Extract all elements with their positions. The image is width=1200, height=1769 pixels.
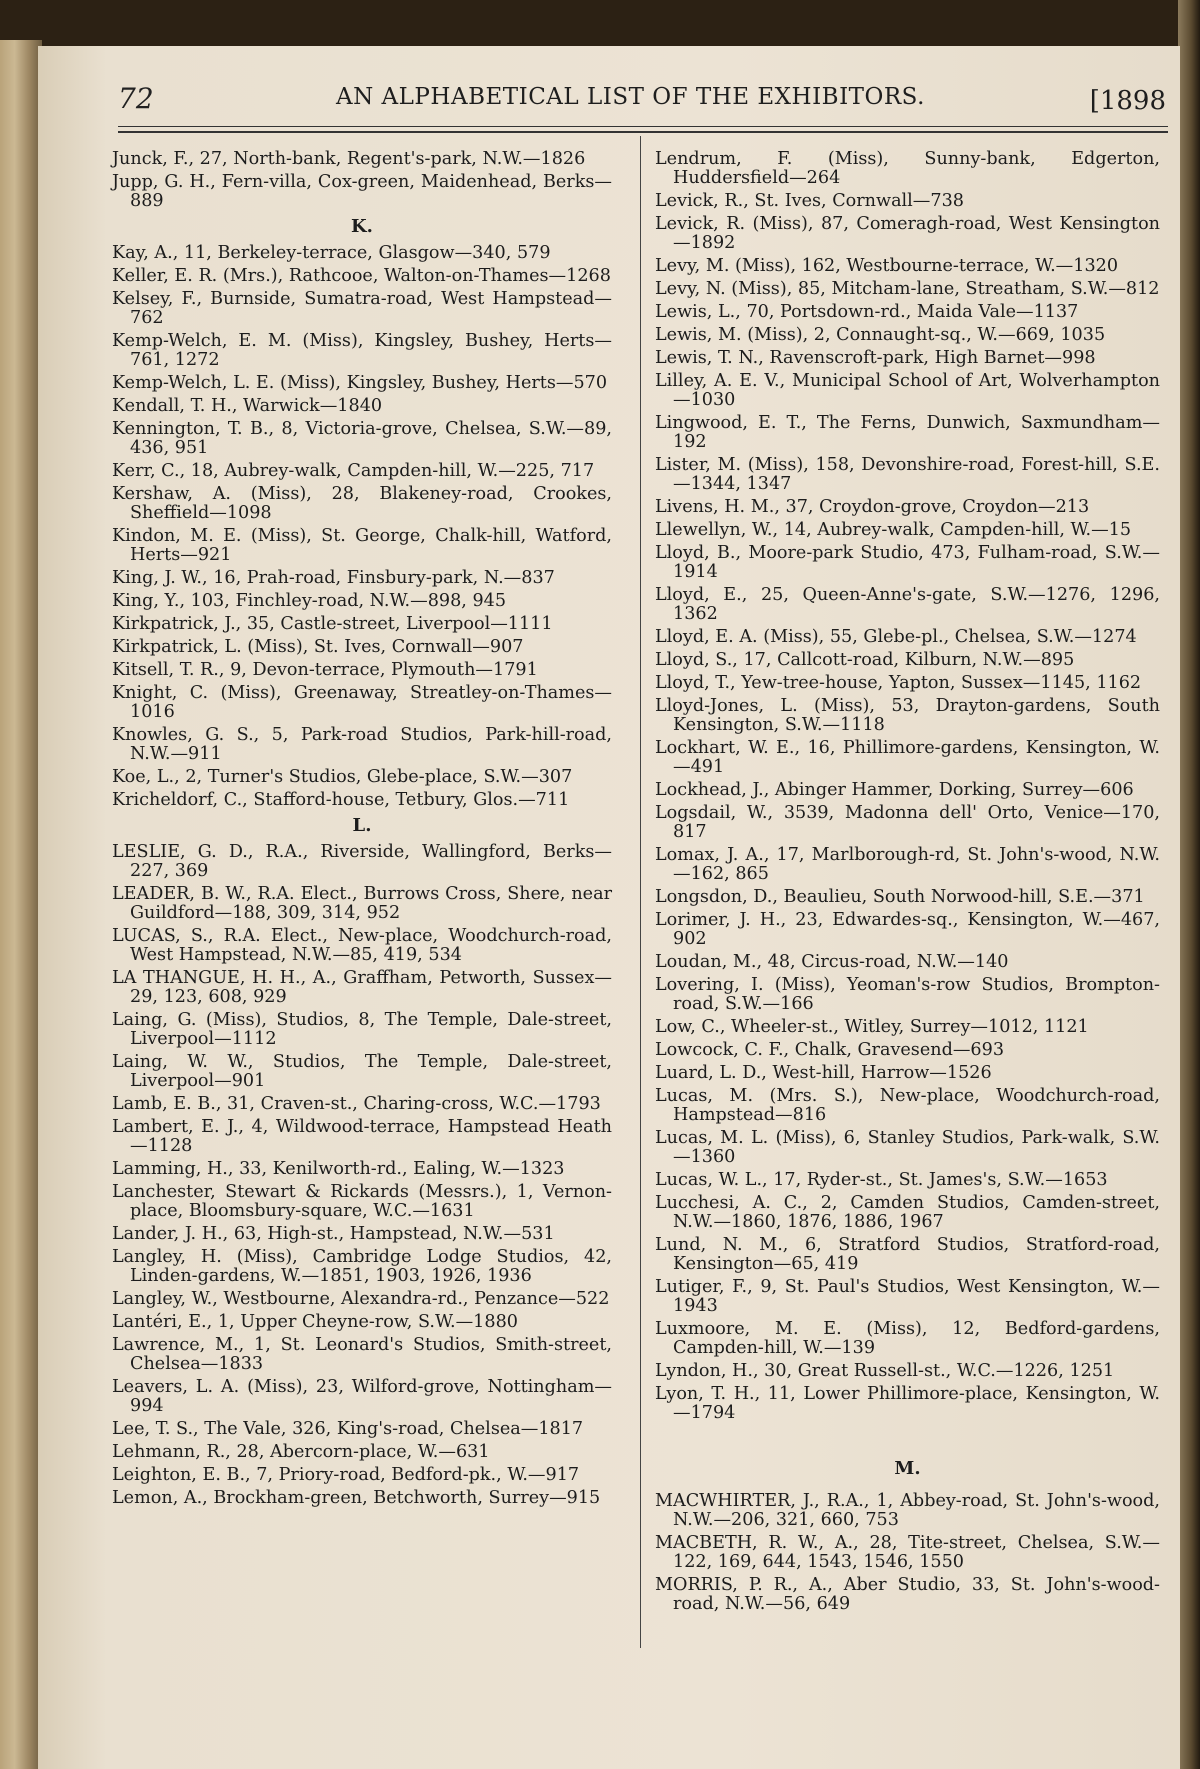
header-rule xyxy=(118,126,1168,127)
list-item: Lloyd, E., 25, Queen-Anne's-gate, S.W.—1276, 1296, 1362 xyxy=(655,585,1160,624)
list-item: Llewellyn, W., 14, Aubrey-walk, Campden-hill, W.—15 xyxy=(655,520,1132,540)
list-item: MACWHIRTER, J., R.A., 1, Abbey-road, St. John's-wood, N.W.—206, 321, 660, 753 xyxy=(655,1491,1160,1530)
list-item: Lantéri, E., 1, Upper Cheyne-row, S.W.—1880 xyxy=(112,1312,518,1332)
list-item: Levick, R. (Miss), 87, Comeragh-road, West Kensington—1892 xyxy=(655,214,1160,253)
list-item: Kay, A., 11, Berkeley-terrace, Glasgow—340, 579 xyxy=(112,243,551,263)
list-item: Lowcock, C. F., Chalk, Gravesend—693 xyxy=(655,1040,1005,1060)
list-item: LA THANGUE, H. H., A., Graffham, Petworth, Sussex—29, 123, 608, 929 xyxy=(112,968,612,1007)
list-item: Lloyd, E. A. (Miss), 55, Glebe-pl., Chelsea, S.W.—1274 xyxy=(655,627,1137,647)
list-item: Lockhart, W. E., 16, Phillimore-gardens, Kensington, W.—491 xyxy=(655,738,1160,777)
page-header xyxy=(118,82,1166,122)
list-item: Lilley, A. E. V., Municipal School of Art, Wolverhampton—1030 xyxy=(655,371,1160,410)
list-item: Kennington, T. B., 8, Victoria-grove, Chelsea, S.W.—89, 436, 951 xyxy=(112,419,612,458)
list-item: Levy, M. (Miss), 162, Westbourne-terrace, W.—1320 xyxy=(655,256,1119,276)
page-year: [1898 xyxy=(1089,86,1166,116)
list-item: King, Y., 103, Finchley-road, N.W.—898, 945 xyxy=(112,591,507,611)
list-item: Lendrum, F. (Miss), Sunny-bank, Edgerton, Huddersfield—264 xyxy=(655,149,1160,188)
list-item: Lockhead, J., Abinger Hammer, Dorking, Surrey—606 xyxy=(655,780,1134,800)
left-column xyxy=(112,150,612,1512)
list-item: Lamming, H., 33, Kenilworth-rd., Ealing, W.—1323 xyxy=(112,1159,565,1179)
list-item: Low, C., Wheeler-st., Witley, Surrey—1012, 1121 xyxy=(655,1017,1089,1037)
list-item: Lanchester, Stewart & Rickards (Messrs.), 1, Vernon-place, Bloomsbury-square, W.C.—1631 xyxy=(112,1182,612,1221)
list-item: Koe, L., 2, Turner's Studios, Glebe-place, S.W.—307 xyxy=(112,767,573,787)
list-item: LUCAS, S., R.A. Elect., New-place, Woodchurch-road, West Hampstead, N.W.—85, 419, 534 xyxy=(112,926,612,965)
list-item: Junck, F., 27, North-bank, Regent's-park, N.W.—1826 xyxy=(112,149,586,169)
list-item: Lehmann, R., 28, Abercorn-place, W.—631 xyxy=(112,1442,490,1462)
list-item: Leighton, E. B., 7, Priory-road, Bedford-pk., W.—917 xyxy=(112,1465,580,1485)
list-item: Laing, G. (Miss), Studios, 8, The Temple, Dale-street, Liverpool—1112 xyxy=(112,1010,612,1049)
list-item: Lloyd, S., 17, Callcott-road, Kilburn, N.W.—895 xyxy=(655,650,1075,670)
list-item: Lyndon, H., 30, Great Russell-st., W.C.—1226, 1251 xyxy=(655,1361,1115,1381)
list-item: Lister, M. (Miss), 158, Devonshire-road, Forest-hill, S.E.—1344, 1347 xyxy=(655,455,1160,494)
list-item: Lucchesi, A. C., 2, Camden Studios, Camden-street, N.W.—1860, 1876, 1886, 1967 xyxy=(655,1193,1160,1232)
list-item: Livens, H. M., 37, Croydon-grove, Croydon—213 xyxy=(655,497,1090,517)
list-item: Kricheldorf, C., Stafford-house, Tetbury, Glos.—711 xyxy=(112,790,570,810)
list-item: Kerr, C., 18, Aubrey-walk, Campden-hill, W.—225, 717 xyxy=(112,461,595,481)
list-item: Lorimer, J. H., 23, Edwardes-sq., Kensington, W.—467, 902 xyxy=(655,910,1160,949)
list-item: Knight, C. (Miss), Greenaway, Streatley-on-Thames—1016 xyxy=(112,683,612,722)
list-item: Kemp-Welch, L. E. (Miss), Kingsley, Bushey, Herts—570 xyxy=(112,373,608,393)
list-item: Logsdail, W., 3539, Madonna dell' Orto, Venice—170, 817 xyxy=(655,803,1160,842)
list-item: Lucas, M. (Mrs. S.), New-place, Woodchurch-road, Hampstead—816 xyxy=(655,1086,1160,1125)
page-title: AN ALPHABETICAL LIST OF THE EXHIBITORS. xyxy=(336,84,925,110)
list-item: Longsdon, D., Beaulieu, South Norwood-hill, S.E.—371 xyxy=(655,887,1145,907)
list-item: Kemp-Welch, E. M. (Miss), Kingsley, Bushey, Herts—761, 1272 xyxy=(112,331,612,370)
list-item: Lamb, E. B., 31, Craven-st., Charing-cross, W.C.—1793 xyxy=(112,1094,601,1114)
page-edge xyxy=(1178,0,1200,1769)
list-item: Luxmoore, M. E. (Miss), 12, Bedford-gardens, Campden-hill, W.—139 xyxy=(655,1319,1160,1358)
list-item: Lawrence, M., 1, St. Leonard's Studios, Smith-street, Chelsea—1833 xyxy=(112,1335,612,1374)
section-letter-k: K. xyxy=(351,216,373,237)
list-item: Kitsell, T. R., 9, Devon-terrace, Plymouth—1791 xyxy=(112,660,538,680)
list-item: Lambert, E. J., 4, Wildwood-terrace, Hampstead Heath—1128 xyxy=(112,1117,612,1156)
list-item: Lovering, I. (Miss), Yeoman's-row Studios, Brompton-road, S.W.—166 xyxy=(655,975,1160,1014)
list-item: Lemon, A., Brockham-green, Betchworth, Surrey—915 xyxy=(112,1488,601,1508)
list-item: Lomax, J. A., 17, Marlborough-rd, St. John's-wood, N.W.—162, 865 xyxy=(655,845,1160,884)
book-spine xyxy=(0,40,42,1769)
list-item: Kershaw, A. (Miss), 28, Blakeney-road, Crookes, Sheffield—1098 xyxy=(112,484,612,523)
list-item: Kirkpatrick, J., 35, Castle-street, Liverpool—1111 xyxy=(112,614,553,634)
list-item: Lloyd, T., Yew-tree-house, Yapton, Sussex—1145, 1162 xyxy=(655,673,1142,693)
list-item: MORRIS, P. R., A., Aber Studio, 33, St. John's-wood-road, N.W.—56, 649 xyxy=(655,1575,1160,1614)
list-item: LESLIE, G. D., R.A., Riverside, Wallingford, Berks—227, 369 xyxy=(112,842,612,881)
list-item: Loudan, M., 48, Circus-road, N.W.—140 xyxy=(655,952,1009,972)
page-number: 72 xyxy=(118,82,154,115)
list-item: Lund, N. M., 6, Stratford Studios, Stratford-road, Kensington—65, 419 xyxy=(655,1235,1160,1274)
list-item: King, J. W., 16, Prah-road, Finsbury-park, N.—837 xyxy=(112,568,555,588)
list-item: Langley, H. (Miss), Cambridge Lodge Studios, 42, Linden-gardens, W.—1851, 1903, 1926, 1936 xyxy=(112,1247,612,1286)
list-item: Leavers, L. A. (Miss), 23, Wilford-grove, Nottingham—994 xyxy=(112,1377,612,1416)
list-item: Keller, E. R. (Mrs.), Rathcooe, Walton-on-Thames—1268 xyxy=(112,266,611,286)
right-column xyxy=(655,150,1160,1618)
list-item: Levy, N. (Miss), 85, Mitcham-lane, Streatham, S.W.—812 xyxy=(655,279,1160,299)
list-item: Kindon, M. E. (Miss), St. George, Chalk-hill, Watford, Herts—921 xyxy=(112,526,612,565)
section-letter-l: L. xyxy=(352,815,372,836)
list-item: Jupp, G. H., Fern-villa, Cox-green, Maidenhead, Berks—889 xyxy=(112,172,612,211)
list-item: Luard, L. D., West-hill, Harrow—1526 xyxy=(655,1063,992,1083)
header-rule-thick xyxy=(118,131,1168,133)
list-item: Kirkpatrick, L. (Miss), St. Ives, Cornwall—907 xyxy=(112,637,524,657)
column-divider xyxy=(640,136,641,1648)
list-item: Knowles, G. S., 5, Park-road Studios, Park-hill-road, N.W.—911 xyxy=(112,725,612,764)
list-item: Lingwood, E. T., The Ferns, Dunwich, Saxmundham—192 xyxy=(655,413,1160,452)
list-item: Kendall, T. H., Warwick—1840 xyxy=(112,396,383,416)
list-item: Levick, R., St. Ives, Cornwall—738 xyxy=(655,191,964,211)
list-item: Laing, W. W., Studios, The Temple, Dale-street, Liverpool—901 xyxy=(112,1052,612,1091)
list-item: Lucas, W. L., 17, Ryder-st., St. James's, S.W.—1653 xyxy=(655,1170,1108,1190)
list-item: LEADER, B. W., R.A. Elect., Burrows Cross, Shere, near Guildford—188, 309, 314, 952 xyxy=(112,884,612,923)
section-letter-m: M. xyxy=(894,1458,921,1479)
list-item: Lewis, L., 70, Portsdown-rd., Maida Vale—1137 xyxy=(655,302,1079,322)
list-item: Lutiger, F., 9, St. Paul's Studios, West Kensington, W.—1943 xyxy=(655,1277,1160,1316)
list-item: Lee, T. S., The Vale, 326, King's-road, Chelsea—1817 xyxy=(112,1419,584,1439)
list-item: Lewis, T. N., Ravenscroft-park, High Barnet—998 xyxy=(655,348,1096,368)
list-item: Lloyd, B., Moore-park Studio, 473, Fulham-road, S.W.—1914 xyxy=(655,543,1160,582)
list-item: Langley, W., Westbourne, Alexandra-rd., Penzance—522 xyxy=(112,1289,610,1309)
list-item: Kelsey, F., Burnside, Sumatra-road, West Hampstead—762 xyxy=(112,289,612,328)
list-item: Lucas, M. L. (Miss), 6, Stanley Studios, Park-walk, S.W.—1360 xyxy=(655,1128,1160,1167)
list-item: MACBETH, R. W., A., 28, Tite-street, Chelsea, S.W.—122, 169, 644, 1543, 1546, 1550 xyxy=(655,1533,1160,1572)
list-item: Lloyd-Jones, L. (Miss), 53, Drayton-gardens, South Kensington, S.W.—1118 xyxy=(655,696,1160,735)
list-item: Lewis, M. (Miss), 2, Connaught-sq., W.—669, 1035 xyxy=(655,325,1106,345)
list-item: Lyon, T. H., 11, Lower Phillimore-place, Kensington, W.—1794 xyxy=(655,1384,1160,1423)
list-item: Lander, J. H., 63, High-st., Hampstead, N.W.—531 xyxy=(112,1224,555,1244)
